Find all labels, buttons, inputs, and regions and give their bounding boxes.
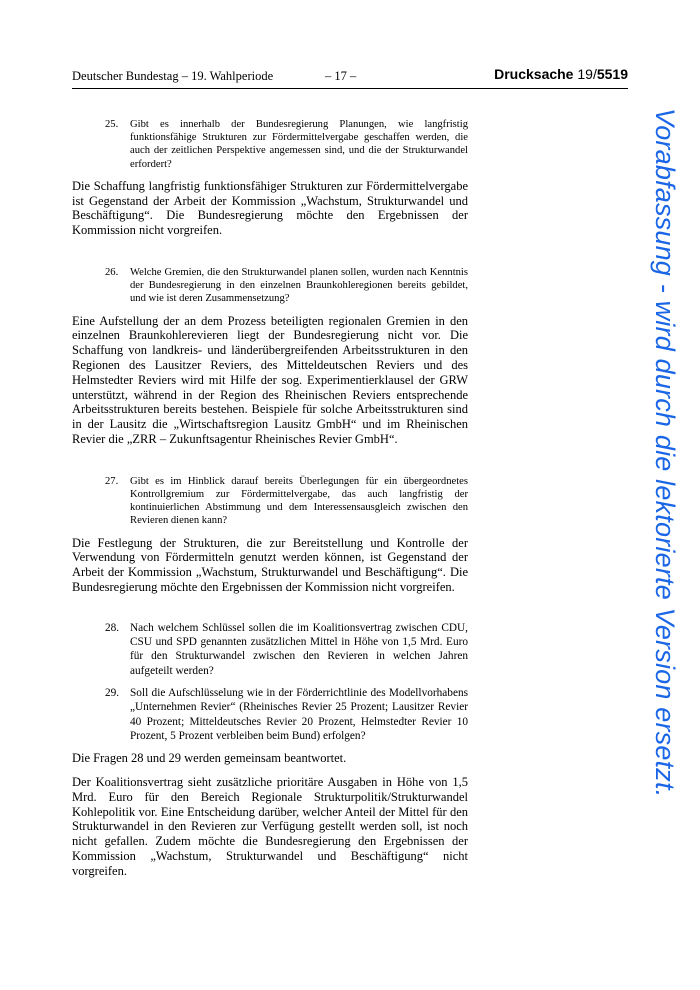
question-number: 26. — [105, 267, 119, 278]
header-publisher: Deutscher Bundestag – 19. Wahlperiode — [72, 69, 274, 83]
question-27 — [105, 475, 468, 528]
drucksache-id: 5519 — [596, 66, 628, 82]
joint-answer-note: Die Fragen 28 und 29 werden gemeinsam beantwortet. — [72, 751, 347, 766]
answer-26: Eine Aufstellung der an dem Prozess beteiligten regionalen Gremien in den einzelnen Braunkohlerevieren liegt der Bundesregierung nicht vor. Die Schaffung von landkreis- und länderübergreifenden Arbeitsstrukturen in den Regionen des Lausitzer Reviers, des Mitteldeutschen Reviers und des Helmstedter Reviers wird mit Hilfe der sog. Experimentierklausel der GRW unterstützt, während in der Region des Rheinischen Reviers entsprechende Arbeitsstrukturen bereits bestehen. Beispiele für solche Arbeitsstrukturen sind in der Lausitz die „Wirtschaftsregion Lausitz GmbH“ und im Rheinischen Revier die „ZRR – Zukunftsagentur Rheinisches Revier GmbH“. — [72, 313, 468, 446]
question-29 — [105, 686, 468, 743]
question-text: Gibt es im Hinblick darauf bereits Überlegungen für ein übergeordnetes Kontrollgremium zur Fördermittelvergabe, das auch langfristig der kontinuierlichen Abstimmung und dem Interessensausgleich zwischen den Revieren dienen kann? — [130, 475, 468, 527]
question-26 — [105, 266, 468, 306]
document-body — [72, 118, 468, 879]
question-text: Soll die Aufschlüsselung wie in der Förderrichtlinie des Modellvorhabens „Unternehmen Revier“ (Rheinisches Revier 25 Prozent; Lausitzer Revier 40 Prozent; Mitteldeutsches Revier 20 Prozent, Helmstedter Revier 10 Prozent, 5 Prozent verbleiben beim Bund) erfolgen? — [130, 686, 468, 742]
answer-25: Die Schaffung langfristig funktionsfähiger Strukturen zur Fördermittelvergabe ist Gegenstand der Arbeit der Kommission „Wachstum, Strukturwandel und Beschäftigung“. Die Bundesregierung möchte den Ergebnissen der Kommission nicht vorgreifen. — [72, 178, 468, 238]
question-text: Nach welchem Schlüssel sollen die im Koalitionsvertrag zwischen CDU, CSU und SPD genannten zusätzlichen Mittel in Höhe von 1,5 Mrd. Euro für den Strukturwandel zwischen den Revieren in welchen Jahren aufgeteilt werden? — [130, 621, 468, 677]
drucksache-number — [494, 66, 628, 82]
page-header — [72, 66, 628, 89]
question-number: 25. — [105, 119, 119, 130]
watermark-text: Vorabfassung - wird durch die lektorierte Version ersetzt. — [650, 108, 680, 798]
question-text: Gibt es innerhalb der Bundesregierung Planungen, wie langfristig funktionsfähige Strukturen zur Fördermittelvergabe geschaffen werden, die auch der zeitlichen Perspektive angemessen sind, und die der Strukturwandel erfordert? — [130, 119, 468, 170]
question-25 — [105, 118, 468, 171]
question-text: Welche Gremien, die den Strukturwandel planen sollen, wurden nach Kenntnis der Bundesregierung in den einzelnen Braunkohleregionen bereits gebildet, und wie ist deren Zusammensetzung? — [130, 267, 468, 305]
page-number: – 17 – — [325, 69, 357, 83]
answer-27: Die Festlegung der Strukturen, die zur Bereitstellung und Kontrolle der Verwendung von Fördermitteln genutzt werden können, ist Gegenstand der Arbeit der Kommission „Wachstum, Strukturwandel und Beschäftigung“. Die Bundesregierung möchte den Ergebnissen der Kommission nicht vorgreifen. — [72, 535, 468, 594]
drucksache-label: Drucksache — [494, 66, 574, 82]
drucksache-prefix: 19/ — [577, 66, 597, 82]
question-number: 27. — [105, 475, 119, 487]
draft-watermark — [642, 108, 682, 908]
question-number: 29. — [105, 686, 120, 699]
answer-28-29: Der Koalitionsvertrag sieht zusätzliche prioritäre Ausgaben in Höhe von 1,5 Mrd. Euro für den Bereich Regionale Strukturpolitik/Strukturwandel Kohlepolitik vor. Eine Entscheidung darüber, welcher Anteil der Mittel für den Strukturwandel in den Revieren zur Verfügung gestellt werden soll, ist noch nicht gefallen. Zudem möchte die Bundesregierung den Ergebnissen der Kommission „Wachstum, Strukturwandel und Beschäftigung“ nicht vorgreifen. — [72, 774, 468, 878]
question-number: 28. — [105, 621, 120, 634]
question-28 — [105, 621, 468, 678]
